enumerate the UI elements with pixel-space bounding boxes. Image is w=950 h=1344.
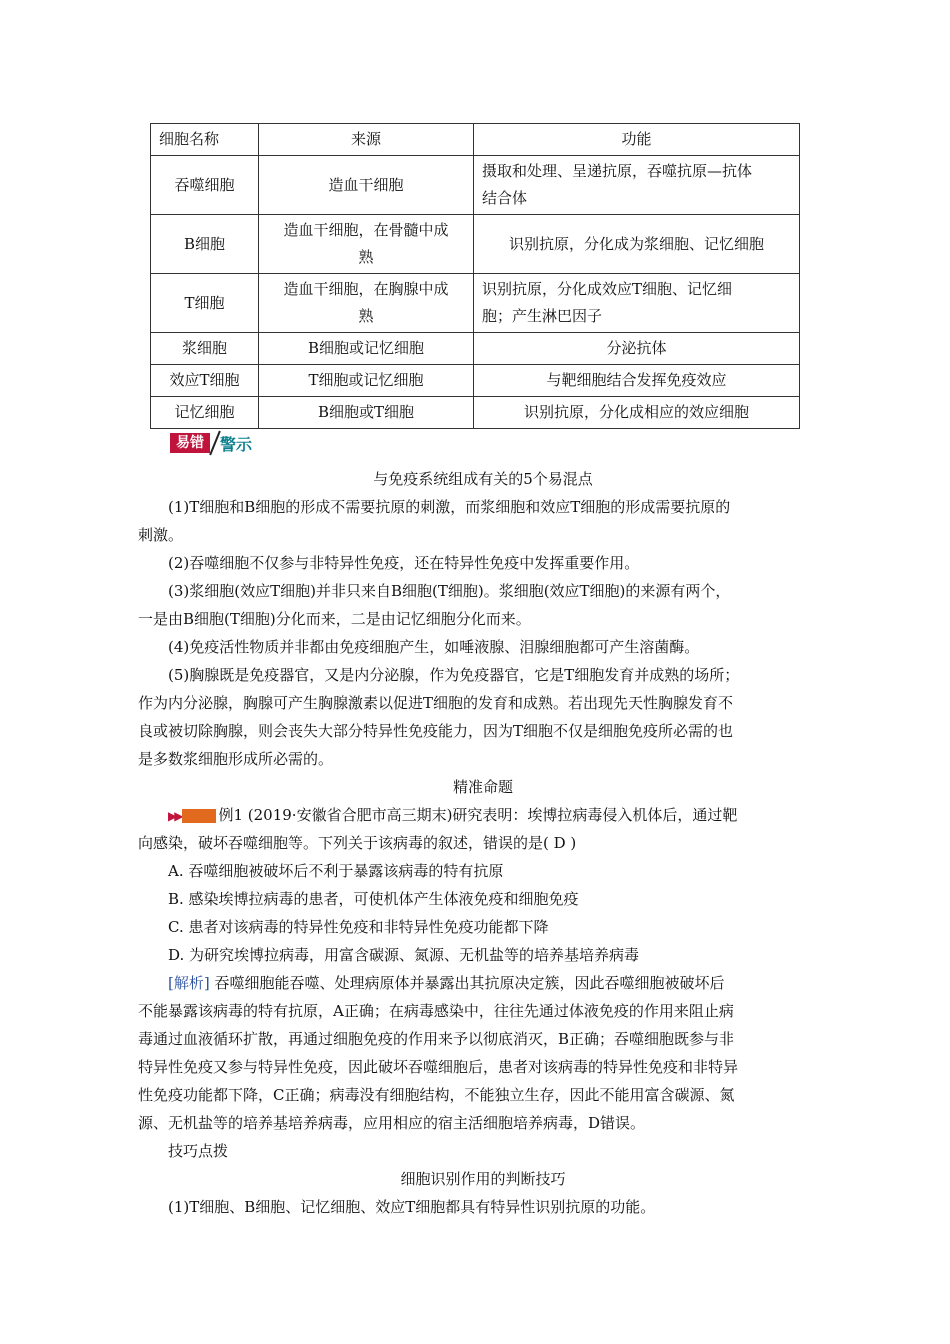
header-cell-source: 来源 (259, 124, 474, 156)
badge-label-warning: 警示 (220, 434, 253, 454)
warning-point-4: (4)免疫活性物质并非都由免疫细胞产生，如唾液腺、泪腺细胞都可产生溶菌酶。 (168, 638, 700, 656)
analysis-text-cont: 性免疫功能都下降，C正确；病毒没有细胞结构，不能独立生存，因此不能用富含碳源、氮 (138, 1086, 735, 1104)
analysis-text-cont: 不能暴露该病毒的特有抗原，A正确；在病毒感染中，往往先通过体液免疫的作用来阻止病 (138, 1002, 734, 1020)
cell-source-line: 造血干细胞，在胸腺中成 (283, 280, 449, 298)
header-cell-function: 功能 (474, 124, 800, 156)
analysis-label: [解析] (168, 974, 210, 992)
warning-title: 与免疫系统组成有关的5个易混点 (373, 470, 593, 488)
tips-title: 细胞识别作用的判断技巧 (400, 1170, 566, 1188)
table-row (151, 156, 800, 215)
warning-point-3: (3)浆细胞(效应T细胞)并非只来自B细胞(T细胞)。浆细胞(效应T细胞)的来源有两个， (168, 582, 731, 600)
cell-source-line: 造血干细胞，在骨髓中成 (283, 221, 449, 239)
cell-source: B细胞或T细胞 (259, 397, 474, 429)
example-question (138, 800, 858, 831)
tips-label: 技巧点拨 (168, 1142, 229, 1160)
warning-point-1: (1)T细胞和B细胞的形成不需要抗原的刺激，而浆细胞和效应T细胞的形成需要抗原的 (168, 498, 731, 516)
warning-point-1-cont: 刺激。 (138, 526, 184, 544)
cell-source (259, 215, 474, 274)
cell-source: T细胞或记忆细胞 (259, 365, 474, 397)
precise-title: 精准命题 (452, 778, 513, 796)
example-stem: 例1 (2019·安徽省合肥市高三期末)研究表明：埃博拉病毒侵入机体后，通过靶 (218, 806, 738, 824)
cell-name: 效应T细胞 (151, 365, 259, 397)
warning-point-5-cont: 良或被切除胸腺，则会丧失大部分特异性免疫能力，因为T细胞不仅是细胞免疫所必需的也 (138, 722, 734, 740)
example-stem-cont: 向感染，破坏吞噬细胞等。下列关于该病毒的叙述，错误的是( D ) (138, 834, 577, 852)
analysis-text-cont: 特异性免疫又参与特异性免疫，因此破坏吞噬细胞后，患者对该病毒的特异性免疫和非特异 (138, 1058, 739, 1076)
warning-point-5: (5)胸腺既是免疫器官，又是内分泌腺，作为免疫器官，它是T细胞发育并成熟的场所； (168, 666, 740, 684)
option-d: D. 为研究埃博拉病毒，用富含碳源、氮源、无机盐等的培养基培养病毒 (168, 946, 640, 964)
warning-point-5-cont: 作为内分泌腺，胸腺可产生胸腺激素以促进T细胞的发育和成熟。若出现先天性胸腺发育不 (138, 694, 734, 712)
table-header-row (151, 124, 800, 156)
cell-function: 识别抗原，分化成为浆细胞、记忆细胞 (474, 215, 800, 274)
table-row (151, 274, 800, 333)
example-tag-icon (182, 809, 216, 823)
analysis-text: 吞噬细胞能吞噬、处理病原体并暴露出其抗原决定簇，因此吞噬细胞被破坏后 (209, 974, 725, 992)
error-warning-badge (170, 432, 252, 454)
cell-source: B细胞或记忆细胞 (259, 333, 474, 365)
cell-function (474, 156, 800, 215)
double-arrow-icon: ▶▶ (168, 809, 181, 823)
table-row (151, 333, 800, 365)
badge-label-error: 易错 (170, 433, 210, 453)
option-c: C. 患者对该病毒的特异性免疫和非特异性免疫功能都下降 (168, 918, 549, 936)
analysis-paragraph (138, 968, 858, 998)
tips-point-1: (1)T细胞、B细胞、记忆细胞、效应T细胞都具有特异性识别抗原的功能。 (168, 1198, 656, 1216)
immune-cells-table (150, 123, 800, 429)
cell-source-line: 熟 (358, 307, 374, 325)
cell-function-line: 结合体 (482, 189, 528, 207)
cell-name: T细胞 (151, 274, 259, 333)
table-row (151, 365, 800, 397)
warning-point-3-cont: 一是由B细胞(T细胞)分化而来，二是由记忆细胞分化而来。 (138, 610, 531, 628)
cell-name: 记忆细胞 (151, 397, 259, 429)
cell-name: 吞噬细胞 (151, 156, 259, 215)
cell-function-line: 识别抗原，分化成效应T细胞、记忆细 (482, 280, 733, 298)
table-row (151, 397, 800, 429)
analysis-text-cont: 源、无机盐等的培养基培养病毒，应用相应的宿主活细胞培养病毒，D错误。 (138, 1114, 646, 1132)
cell-source: 造血干细胞 (259, 156, 474, 215)
cell-function: 分泌抗体 (474, 333, 800, 365)
cell-function-line: 胞；产生淋巴因子 (482, 307, 603, 325)
cell-name: 浆细胞 (151, 333, 259, 365)
badge-slash-divider (210, 432, 220, 454)
table-row (151, 215, 800, 274)
option-a: A. 吞噬细胞被破坏后不利于暴露该病毒的特有抗原 (168, 862, 504, 880)
analysis-text-cont: 毒通过血液循环扩散，再通过细胞免疫的作用来予以彻底消灭，B正确；吞噬细胞既参与非 (138, 1030, 735, 1048)
cell-function: 与靶细胞结合发挥免疫效应 (474, 365, 800, 397)
header-cell-name: 细胞名称 (151, 124, 259, 156)
cell-function: 识别抗原，分化成相应的效应细胞 (474, 397, 800, 429)
warning-point-5-cont: 是多数浆细胞形成所必需的。 (138, 750, 334, 768)
cell-function-line: 摄取和处理、呈递抗原，吞噬抗原—抗体 (482, 162, 753, 180)
cell-source (259, 274, 474, 333)
option-b: B. 感染埃博拉病毒的患者，可使机体产生体液免疫和细胞免疫 (168, 890, 579, 908)
cell-name: B细胞 (151, 215, 259, 274)
cell-function (474, 274, 800, 333)
warning-point-2: (2)吞噬细胞不仅参与非特异性免疫，还在特异性免疫中发挥重要作用。 (168, 554, 640, 572)
cell-source-line: 熟 (358, 248, 374, 266)
